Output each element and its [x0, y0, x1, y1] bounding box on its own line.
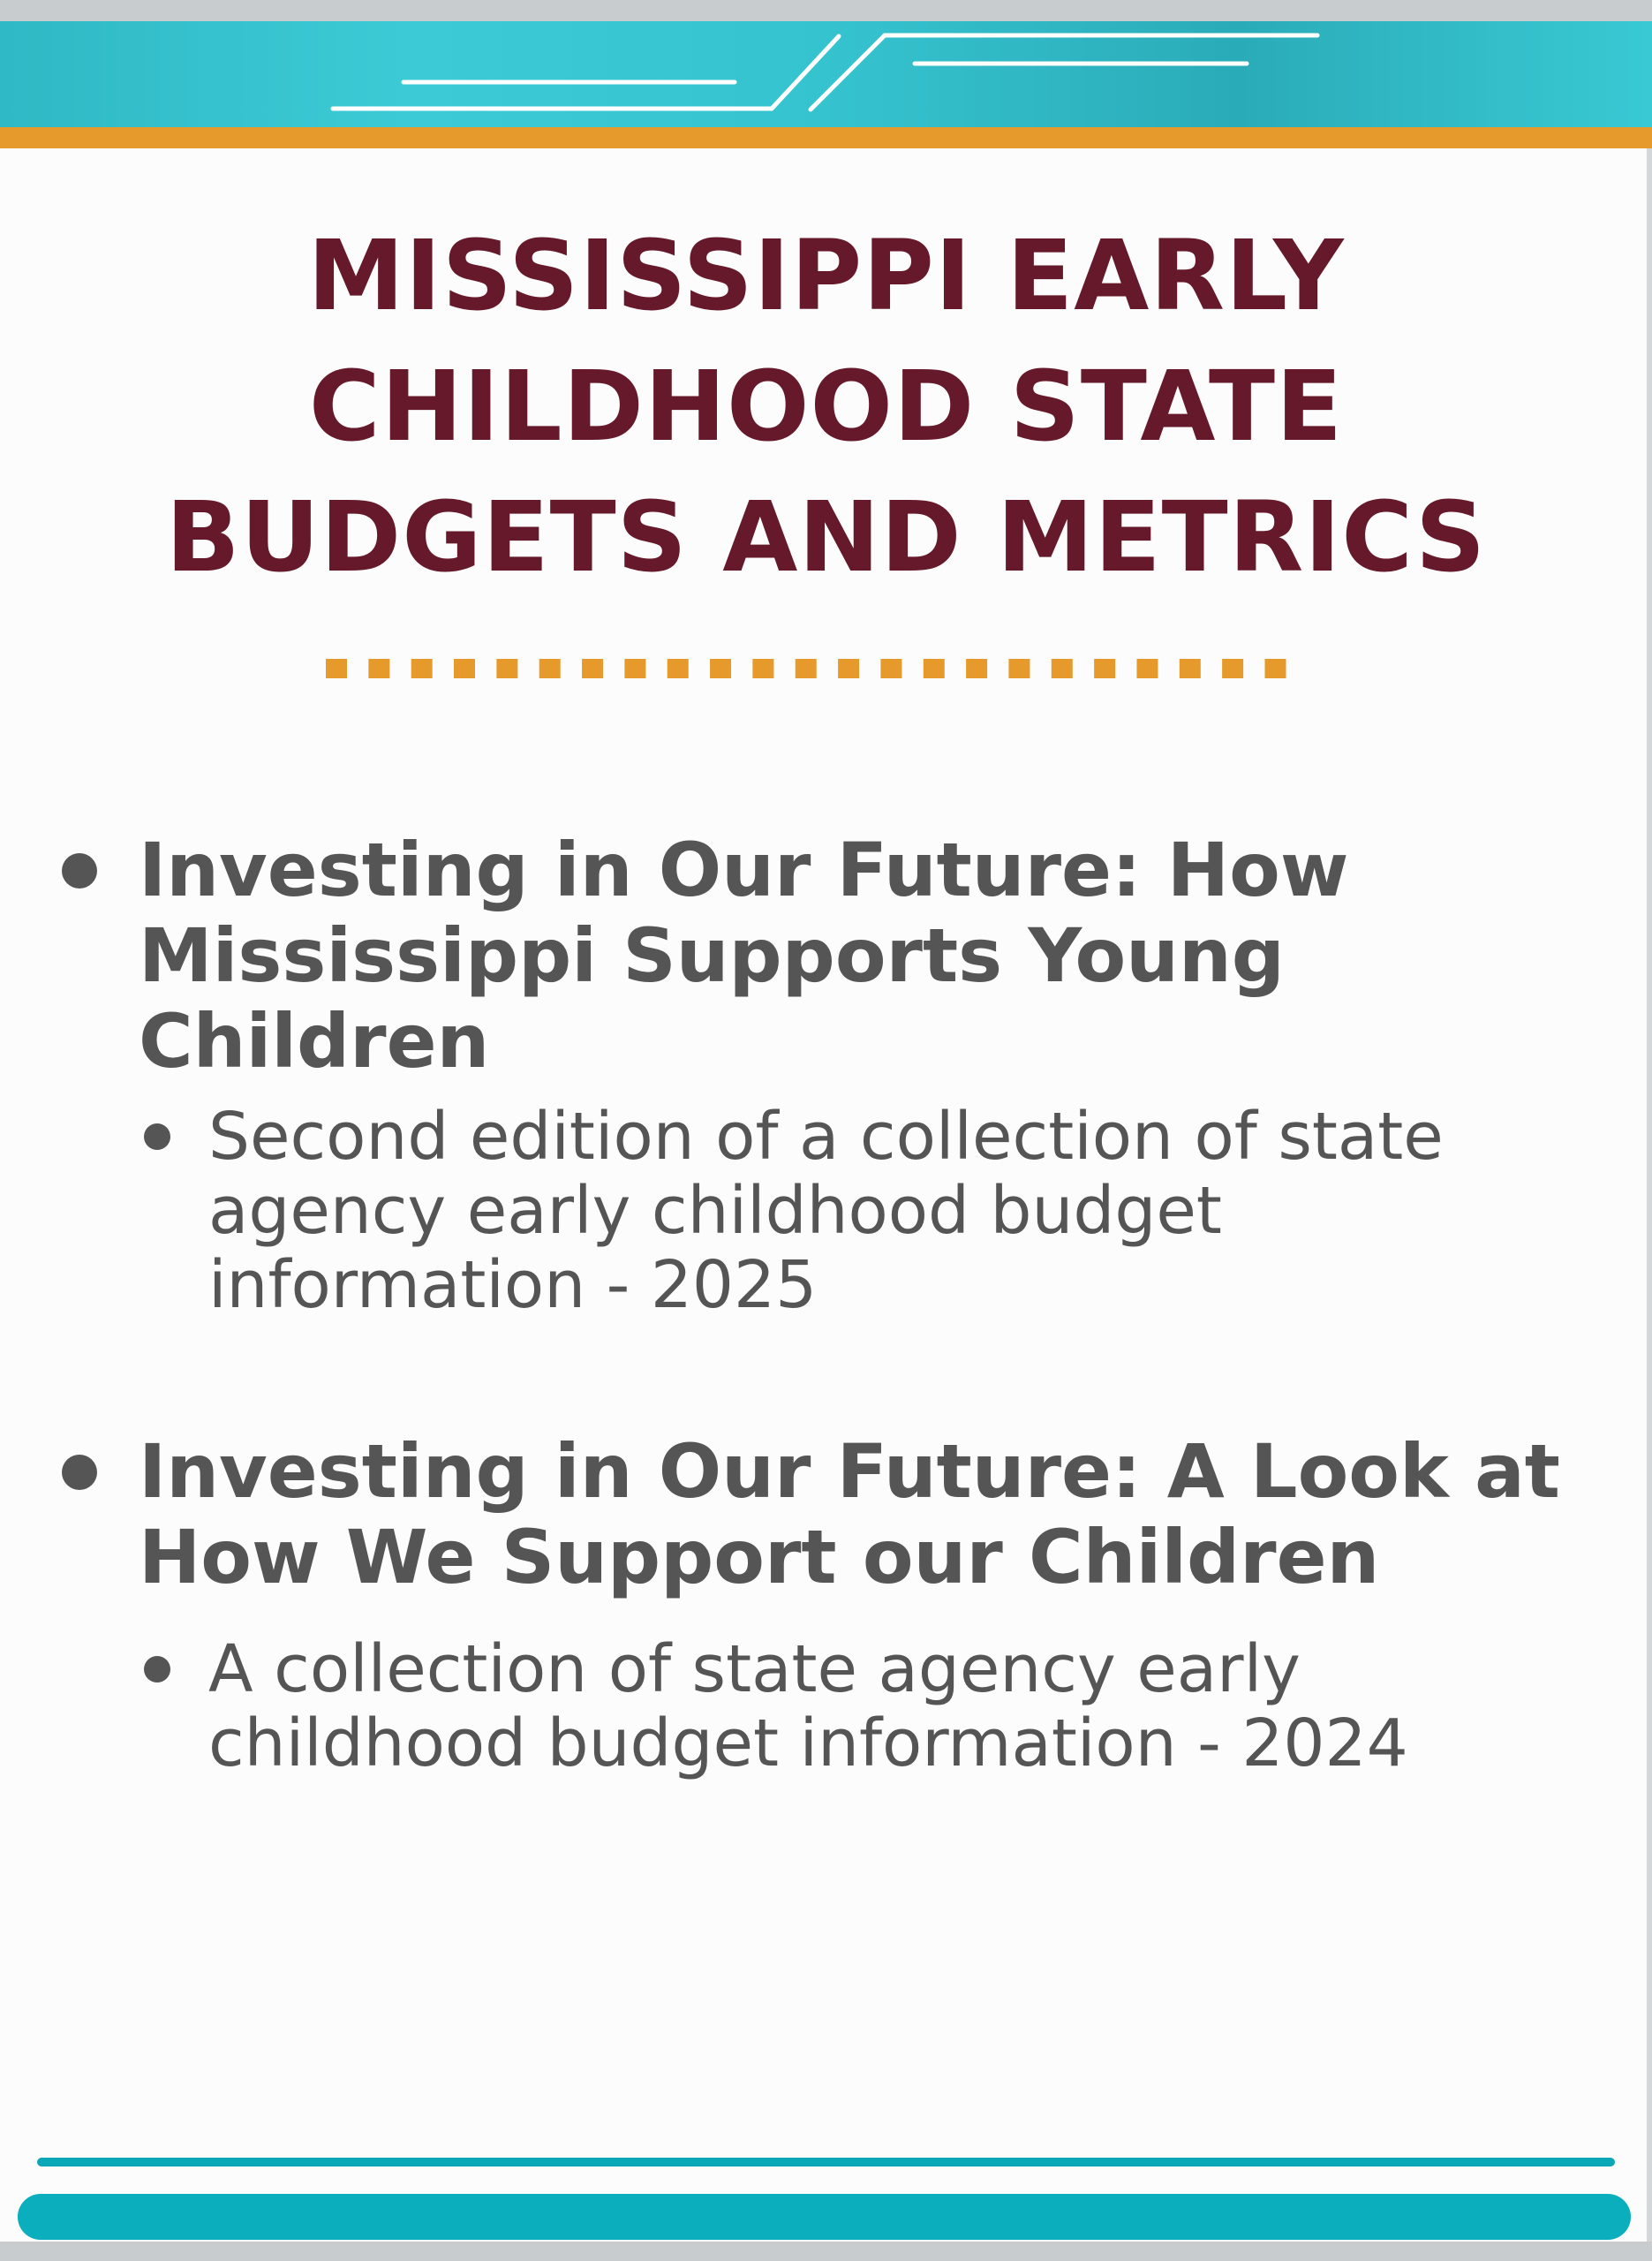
sub-bullet-icon	[144, 1123, 170, 1150]
report-description-line: Second edition of a collection of state	[208, 1099, 1444, 1175]
report-description-line: A collection of state agency early	[208, 1631, 1301, 1707]
top-border	[0, 0, 1652, 21]
report-title	[139, 828, 1551, 1085]
header-accent-stripe	[0, 127, 1652, 148]
report-title-line: How We Support our Children	[139, 1514, 1380, 1600]
dotted-divider	[326, 659, 1307, 678]
report-title	[139, 1428, 1560, 1600]
footer-accent-line	[37, 2158, 1615, 2166]
page-title	[71, 210, 1581, 602]
report-title-line: Investing in Our Future: A Look at	[139, 1428, 1560, 1515]
report-title-line: Investing in Our Future: How	[139, 827, 1349, 913]
page-title-line: MISSISSIPPI EARLY	[307, 219, 1345, 332]
bullet-icon	[62, 1455, 97, 1490]
dotted-divider-graphic	[326, 659, 1307, 678]
report-title-line: Mississippi Supports Young	[139, 912, 1285, 999]
report-description-line: information - 2025	[208, 1247, 818, 1323]
page-right-edge	[1647, 148, 1652, 2261]
report-description	[208, 1100, 1586, 1322]
sub-bullet-icon	[144, 1656, 170, 1683]
header-banner	[0, 21, 1652, 127]
page-title-line: CHILDHOOD STATE	[308, 350, 1344, 463]
bottom-border	[0, 2242, 1652, 2261]
header-banner-fill	[0, 21, 1652, 127]
page-title-line: BUDGETS AND METRICS	[165, 480, 1487, 594]
bullet-icon	[62, 853, 97, 889]
report-description-line: childhood budget information - 2024	[208, 1705, 1408, 1781]
report-title-line: Children	[139, 998, 490, 1085]
footer-accent-bar	[18, 2194, 1631, 2240]
header-banner-graphic	[0, 21, 1652, 127]
report-description	[208, 1632, 1586, 1781]
report-description-line: agency early childhood budget	[208, 1173, 1222, 1249]
